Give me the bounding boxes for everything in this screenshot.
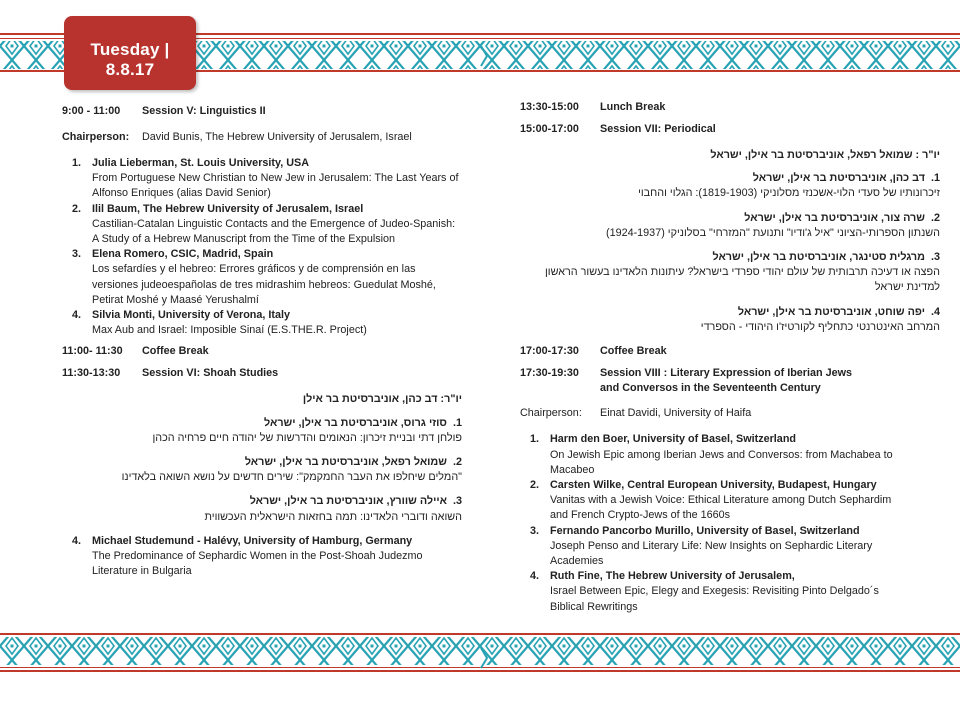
- item-number: 1.: [530, 433, 540, 446]
- fold-mark-icon: [478, 646, 490, 670]
- presentation-item: [520, 569, 900, 615]
- hebrew-presentation-item: [62, 494, 462, 524]
- hebrew-presentation-item: [520, 305, 940, 335]
- talk-title: Max Aub and Israel: Imposible Sinaí (E.S.THE.R. Project): [92, 324, 367, 337]
- presenter: [62, 455, 462, 470]
- talk-title: Castilian-Catalan Linguistic Contacts and the Emergence of Judeo-Spanish: A Study of a Hebrew Manuscript from the Time of the Expulsion: [92, 217, 456, 246]
- hebrew-block: [520, 148, 940, 335]
- presentation-item: [62, 308, 462, 338]
- presentation-item: [520, 432, 900, 478]
- session-title: Session V: Linguistics II: [142, 105, 266, 117]
- presentation-item: [520, 478, 900, 524]
- session-time: 11:30-13:30: [62, 367, 121, 380]
- hebrew-presentation-item: [62, 455, 462, 485]
- coffee-break-row: [62, 344, 462, 360]
- chairperson-row: [62, 130, 462, 146]
- presenter: [62, 494, 462, 509]
- hebrew-chairperson: יו"ר: דב כהן, אוניברסיטת בר אילן: [302, 393, 462, 406]
- chairperson-label: Chairperson:: [62, 131, 130, 143]
- hebrew-presentation-item: [62, 416, 462, 446]
- item-number: 3.: [530, 524, 540, 537]
- presenter-name: איילה שוורץ, אוניברסיטת בר אילן, ישראל: [249, 495, 447, 508]
- presentation-item: [62, 156, 462, 202]
- item-number: 3.: [72, 248, 82, 261]
- session-time: 13:30-15:00: [520, 101, 579, 113]
- talk-title: From Portuguese New Christian to New Jew in Jerusalem: The Last Years of Alfonso Enriques (alias David Senior): [92, 172, 459, 200]
- item-number: 2.: [930, 211, 940, 224]
- item-number: 4.: [930, 305, 940, 318]
- session-title: Session VII: Periodical: [600, 123, 716, 135]
- talk-title: "המלים שיחלפו את העבר החמקמק": שירים חדשים על נושא השואה בלאדינו: [121, 471, 462, 484]
- talk-title: On Jewish Epic among Iberian Jews and Conversos: from Machabea to Macabeo: [550, 448, 893, 476]
- session-title: Coffee Break: [142, 345, 209, 358]
- hebrew-presentation-item: [520, 171, 940, 201]
- item-number: 3.: [452, 495, 462, 508]
- presenter-name: שמואל רפאל, אוניברסיטת בר אילן, ישראל: [244, 456, 447, 469]
- talk-title: פולחן דתי ובניית זיכרון: הנאומים והדרשות של יהודה חיים פרחיה הכהן: [152, 431, 462, 444]
- item-number: 1.: [930, 172, 940, 185]
- presenter: [520, 211, 940, 226]
- talk-title: השואה ודוברי הלאדינו: תמה בחזאות הישראלית העכשווית: [204, 510, 462, 523]
- day-label: Tuesday | 8.8.17: [90, 40, 170, 79]
- item-number: 2.: [452, 456, 462, 469]
- presenter: Ilil Baum, The Hebrew University of Jerusalem, Israel: [92, 202, 364, 215]
- session-title: Session VI: Shoah Studies: [142, 367, 279, 380]
- item-number: 4.: [72, 534, 82, 547]
- talk-title: השנתון הספרותי-הציוני "איל ג'ודיו" ותנועת "המזרחי" בסלוניקי (1924-1937): [605, 226, 940, 239]
- presentation-item: [62, 247, 462, 308]
- session-title: Session VIII : Literary Expression of Iberian Jews and Conversos in the Seventeenth Century: [600, 367, 853, 395]
- presenter: Silvia Monti, University of Verona, Italy: [92, 309, 290, 322]
- chairperson-name: David Bunis, The Hebrew University of Jerusalem, Israel: [142, 131, 412, 143]
- presenter: Fernando Pancorbo Murillo, University of Basel, Switzerland: [550, 524, 860, 537]
- presenter: Elena Romero, CSIC, Madrid, Spain: [92, 248, 274, 261]
- presenter: Michael Studemund - Halévy, University of Hamburg, Germany: [92, 534, 413, 547]
- hebrew-presentation-item: [520, 250, 940, 296]
- talk-title: Israel Between Epic, Elegy and Exegesis: Revisiting Pinto Delgado´s Biblical Rewritings: [550, 585, 879, 613]
- presenter: [520, 171, 940, 186]
- presenter: Carsten Wilke, Central European University, Budapest, Hungary: [550, 479, 877, 492]
- presenter-name: סוזי גרוס, אוניברסיטת בר אילן, ישראל: [264, 416, 447, 429]
- presenter: [62, 416, 462, 431]
- session-6-row: [62, 366, 462, 382]
- session-8-row: [520, 366, 940, 396]
- left-column: [62, 104, 462, 579]
- presenter-name: שרה צור, אוניברסיטת בר אילן, ישראל: [744, 211, 925, 224]
- presentation-item: [62, 202, 462, 248]
- session-time: 9:00 - 11:00: [62, 105, 121, 117]
- fold-mark-icon: [478, 44, 490, 68]
- talk-title: המרחב האינטרנטי כתחליף לקורטיז'ו היהודי - הספרדי: [700, 320, 940, 333]
- chairperson-label: Chairperson:: [520, 407, 582, 420]
- session-time: 15:00-17:00: [520, 123, 579, 135]
- presenter: [520, 250, 940, 265]
- presentation-item: [520, 524, 900, 570]
- talk-title: Joseph Penso and Literary Life: New Insights on Sephardic Literary Academies: [550, 539, 873, 568]
- presenter-name: יפה שוחט, אוניברסיטת בר אילן, ישראל: [737, 305, 925, 318]
- presenter-name: דב כהן, אוניברסיטת בר אילן, ישראל: [752, 172, 925, 185]
- talk-title: The Predominance of Sephardic Women in the Post-Shoah Judezmo Literature in Bulgaria: [92, 550, 423, 578]
- item-number: 2.: [72, 202, 82, 215]
- session-time: 11:00- 11:30: [62, 345, 123, 358]
- right-column: [520, 100, 940, 615]
- lunch-break-row: [520, 100, 940, 116]
- chairperson-name: Einat Davidi, University of Haifa: [600, 407, 752, 420]
- item-number: 1.: [452, 416, 462, 429]
- presenter: Julia Lieberman, St. Louis University, USA: [92, 157, 309, 169]
- session-title: Coffee Break: [600, 345, 667, 358]
- presenter-name: מרגלית סטינגר, אוניברסיטת בר אילן, ישראל: [712, 251, 925, 264]
- talk-title: Los sefardíes y el hebreo: Errores gráficos y de comprensión en las versiones judeoespañolas de tres midrashim hebreos: Guedulat Moshé, Petirat Moshé y Maasé Yerushalmí: [92, 263, 436, 306]
- item-number: 3.: [930, 251, 940, 264]
- talk-title: Vanitas with a Jewish Voice: Ethical Literature among Dutch Sephardim and French Crypto-Jews of the 1660s: [550, 494, 892, 522]
- presenter: Ruth Fine, The Hebrew University of Jerusalem,: [550, 570, 795, 583]
- session-title: Lunch Break: [600, 101, 666, 113]
- presentation-item: [62, 534, 462, 580]
- day-tab: [64, 16, 196, 90]
- session-7-row: [520, 122, 940, 138]
- hebrew-block: [62, 392, 462, 524]
- presenter: [520, 305, 940, 320]
- item-number: 4.: [72, 309, 82, 322]
- item-number: 2.: [530, 479, 540, 492]
- chairperson-row: [520, 406, 940, 422]
- hebrew-presentation-item: [520, 211, 940, 241]
- presenter: Harm den Boer, University of Basel, Switzerland: [550, 433, 797, 446]
- session-5-row: [62, 104, 462, 120]
- session-time: 17:30-19:30: [520, 367, 579, 380]
- coffee-break-row: [520, 344, 940, 360]
- hebrew-chairperson: יו"ר : שמואל רפאל, אוניברסיטת בר אילן, ישראל: [710, 149, 940, 161]
- session-time: 17:00-17:30: [520, 345, 579, 358]
- talk-title: הפצה או דעיכה תרבותית של עולם יהודי ספרדי בישראל? עיתונות הלאדינו בעשור הראשון למדינת ישראל: [544, 266, 940, 294]
- item-number: 4.: [530, 570, 540, 583]
- talk-title: זיכרונותיו של סעדי הלוי-אשכנזי מסלוניקי (1819-1903): הגלוי והחבוי: [638, 187, 940, 200]
- item-number: 1.: [72, 157, 82, 169]
